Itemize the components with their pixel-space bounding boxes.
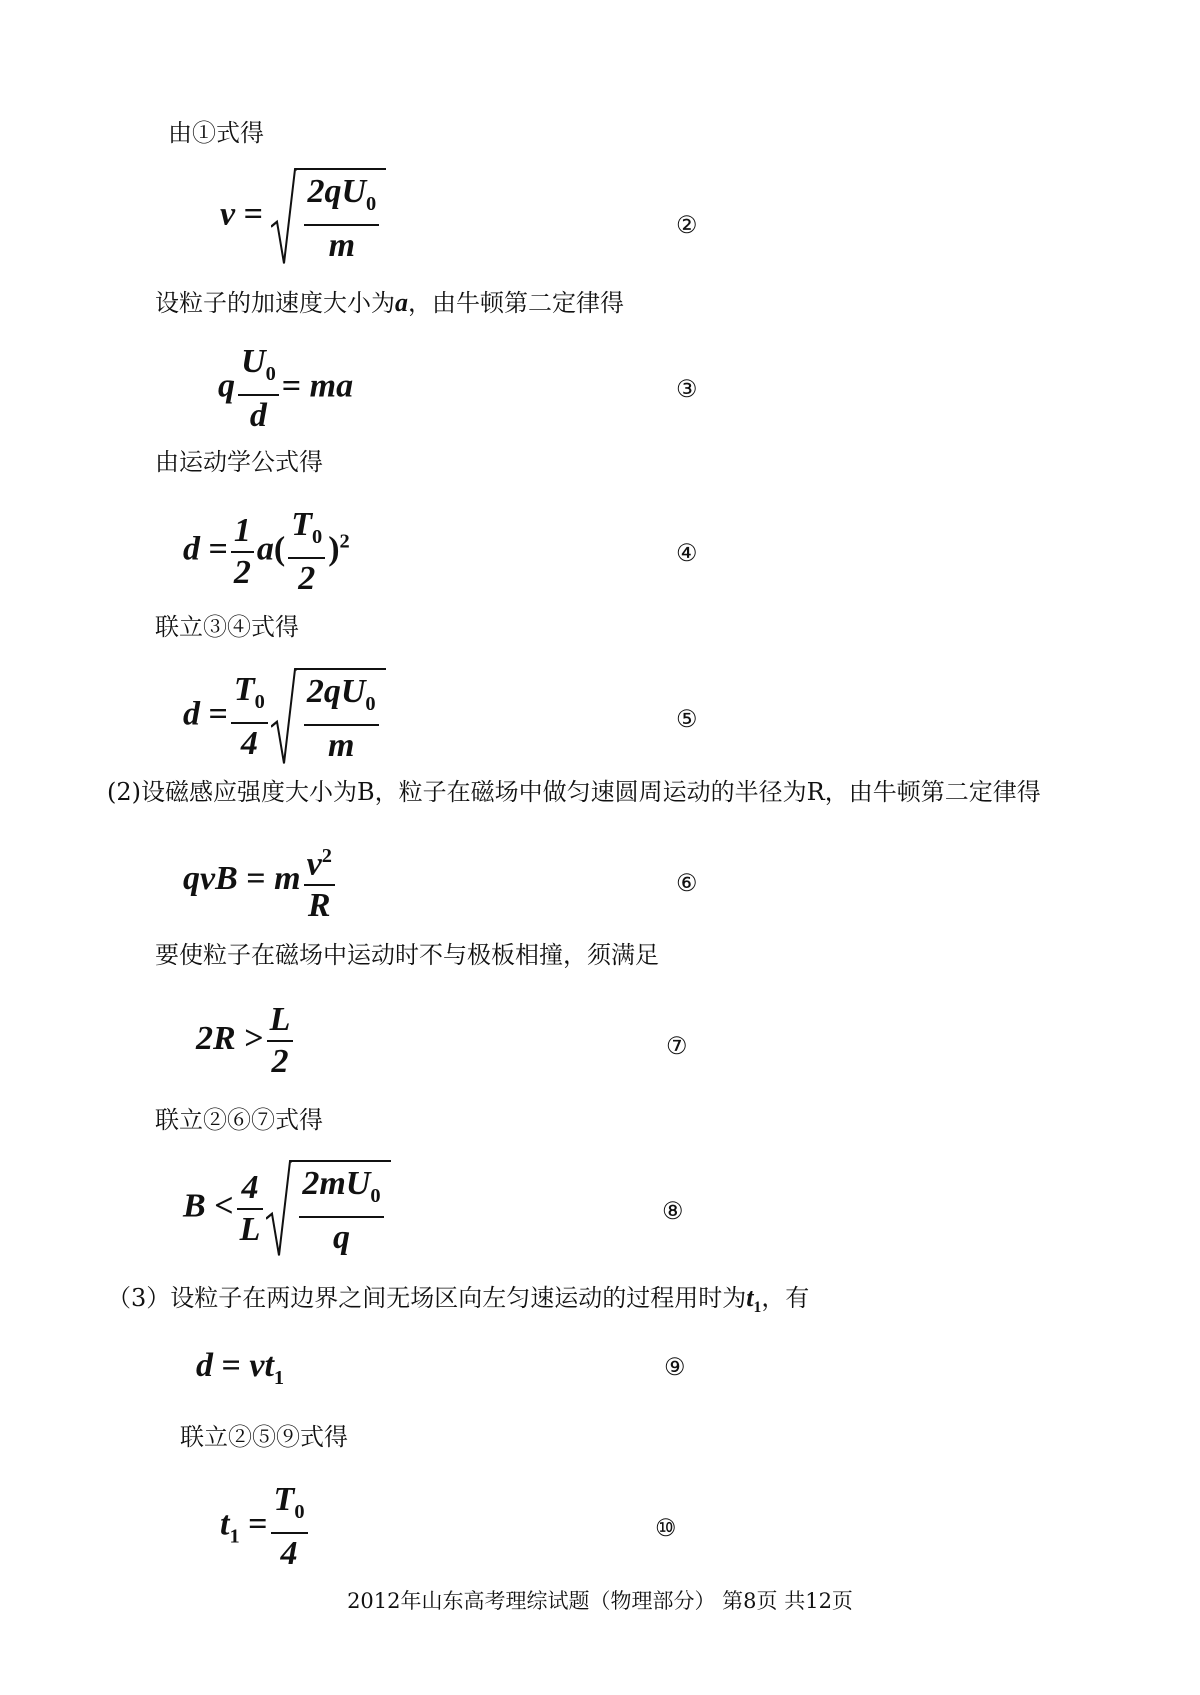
text-line: 由①式得 (168, 119, 264, 147)
equation-number: ⑤ (676, 705, 698, 733)
equation-number: ⑦ (666, 1032, 688, 1060)
equation-b: B < $\frac{4}{L}$ $\frac{2mU_0}{q}$ (183, 1160, 391, 1258)
text-line: 联立②⑥⑦式得 (155, 1106, 323, 1134)
equation-t1: $t_1$ = $\frac{T_0}{4}$ (220, 1480, 311, 1574)
equation-v: v = $\frac{2qU_0}{m}$ (220, 168, 386, 266)
text-line: 联立②⑤⑨式得 (180, 1423, 348, 1451)
equation-qvb: qvB = m $\frac{v^2}{R}$ (183, 836, 338, 926)
equation-number: ② (676, 211, 698, 239)
equation-d-vt1: $d = vt_1$ (196, 1347, 285, 1389)
text-line: (2)设磁感应强度大小为B，粒子在磁场中做匀速圆周运动的半径为R，由牛顿第二定律得 (107, 778, 1041, 806)
equation-d-combined: d = $\frac{T_0}{4}$ $\frac{2qU_0}{m}$ (183, 668, 386, 766)
equation-d: d = $\frac{1}{2}$ a( $\frac{T_0}{2}$ )$^2$ (183, 506, 350, 597)
page-footer: 2012年山东高考理综试题（物理部分） 第8页 共12页 (347, 1589, 853, 1613)
equation-number: ⑩ (655, 1514, 677, 1542)
equation-number: ⑧ (662, 1197, 684, 1225)
text-line: 要使粒子在磁场中运动时不与极板相撞，须满足 (155, 941, 659, 969)
equation-number: ③ (676, 375, 698, 403)
text-line: 由运动学公式得 (155, 448, 323, 476)
equation-2r: 2R > $\frac{L}{2}$ (196, 1000, 296, 1082)
equation-number: ⑨ (664, 1353, 686, 1381)
equation-number: ⑥ (676, 869, 698, 897)
text-line: 设粒子的加速度大小为a，由牛顿第二定律得 (155, 288, 624, 317)
equation-number: ④ (676, 539, 698, 567)
equation-force: q $\frac{U_0}{d}$ = ma (218, 343, 354, 434)
text-line: （3）设粒子在两边界之间无场区向左匀速运动的过程用时为$t_1$，有 (107, 1283, 810, 1317)
text-line: 联立③④式得 (155, 613, 299, 641)
